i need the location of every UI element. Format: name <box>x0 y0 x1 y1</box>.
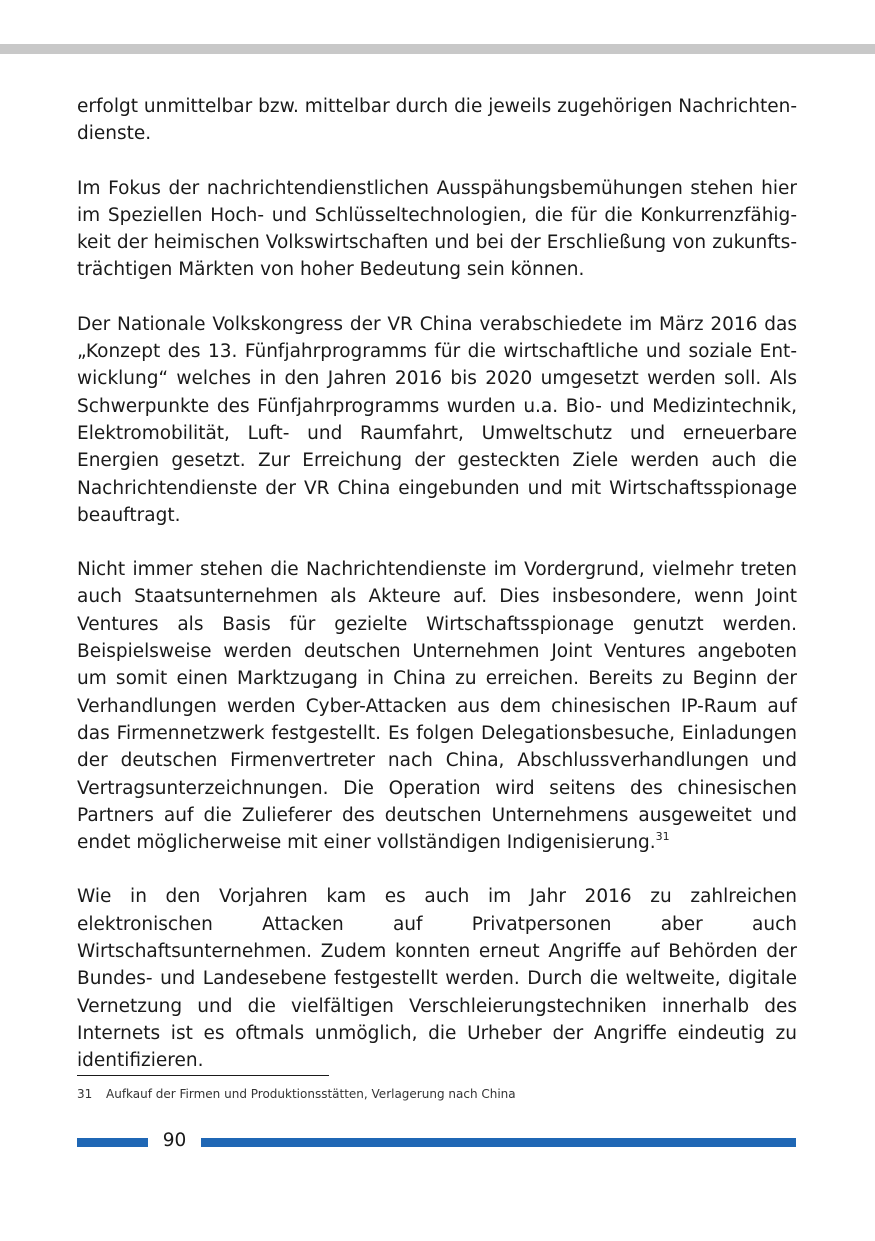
footnote-separator <box>77 1075 329 1076</box>
paragraph: erfolgt unmittelbar bzw. mittelbar durch die jeweils zugehörigen Nachrichtendienste. <box>77 96 797 145</box>
paragraph-text: Nicht immer stehen die Nachrichtendienste im Vordergrund, vielmehr treten auch Staatsunternehmen als Akteure auf. Dies insbesondere, wenn Joint Ventures als Basis für gezielte Wirtschaftsspionage genutzt werden. Beispielsweise werden deutschen Unternehmen Joint Ventures angeboten um somit einen Marktzugang in China zu erreichen. Bereits zu Beginn der Verhandlungen werden Cyber-Attacken aus dem chinesischen IP-Raum auf das Firmennetzwerk festgestellt. Es folgen Delegationsbesuche, Einladungen der deutschen Firmenvertreter nach China, Abschlussverhandlungen und Vertragsunterzeichnungen. Die Operation wird seitens des chinesischen Partners auf die Zulieferer des deutschen Unternehmens ausgeweitet und endet möglicherweise mit einer vollständigen Indigenisierung. <box>77 559 797 854</box>
footnote-text: Aufkauf der Firmen und Produktionsstätten, Verlagerung nach China <box>106 1087 516 1101</box>
header-rule <box>0 44 875 54</box>
footnote-number: 31 <box>77 1087 93 1101</box>
footer-bar-left <box>77 1138 148 1147</box>
body-text <box>77 93 797 1075</box>
footer-bar-right <box>201 1138 796 1147</box>
page-number: 90 <box>162 1130 187 1151</box>
paragraph: Der Nationale Volkskongress der VR China verabschiedete im März 2016 das „Konzept des 13. Fünfjahrprogramms für die wirtschaftliche und soziale Entwicklung“ welches in den Jahren 2016 bis 2020 umgesetzt werden soll. Als Schwerpunkte des Fünfjahrprogramms wurden u.a. Bio- und Medizintechnik, Elektromobilität, Luft- und Raumfahrt, Umweltschutz und erneuerbare Energien gesetzt. Zur Erreichung der gesteckten Ziele werden auch die Nachrichtendienste der VR China eingebunden und mit Wirtschaftsspionage beauftragt. <box>77 313 797 526</box>
paragraph: Wie in den Vorjahren kam es auch im Jahr 2016 zu zahlreichen elektronischen Attacken auf Privatpersonen aber auch Wirtschaftsunternehmen. Zudem konnten erneut Angriffe auf Behörden der Bundes- und Landesebene festgestellt werden. Durch die weltweite, digitale Vernetzung und die vielfältigen Verschleierungstechniken innerhalb des Internets ist es oftmals unmöglich, die Urheber der Angriffe eindeutig zu identifizieren. <box>77 886 797 1072</box>
footnote-reference[interactable]: 31 <box>655 829 670 843</box>
footnote <box>77 1086 516 1102</box>
paragraph: Im Fokus der nachrichtendienstlichen Ausspähungsbemühungen stehen hier im Speziellen Hoch- und Schlüsseltechnologien, die für die Konkurrenzfähigkeit der heimischen Volkswirtschaften und bei der Erschließung von zukunftsträchtigen Märkten von hoher Bedeutung sein können. <box>77 177 797 281</box>
paragraph-with-footnote <box>77 556 797 856</box>
